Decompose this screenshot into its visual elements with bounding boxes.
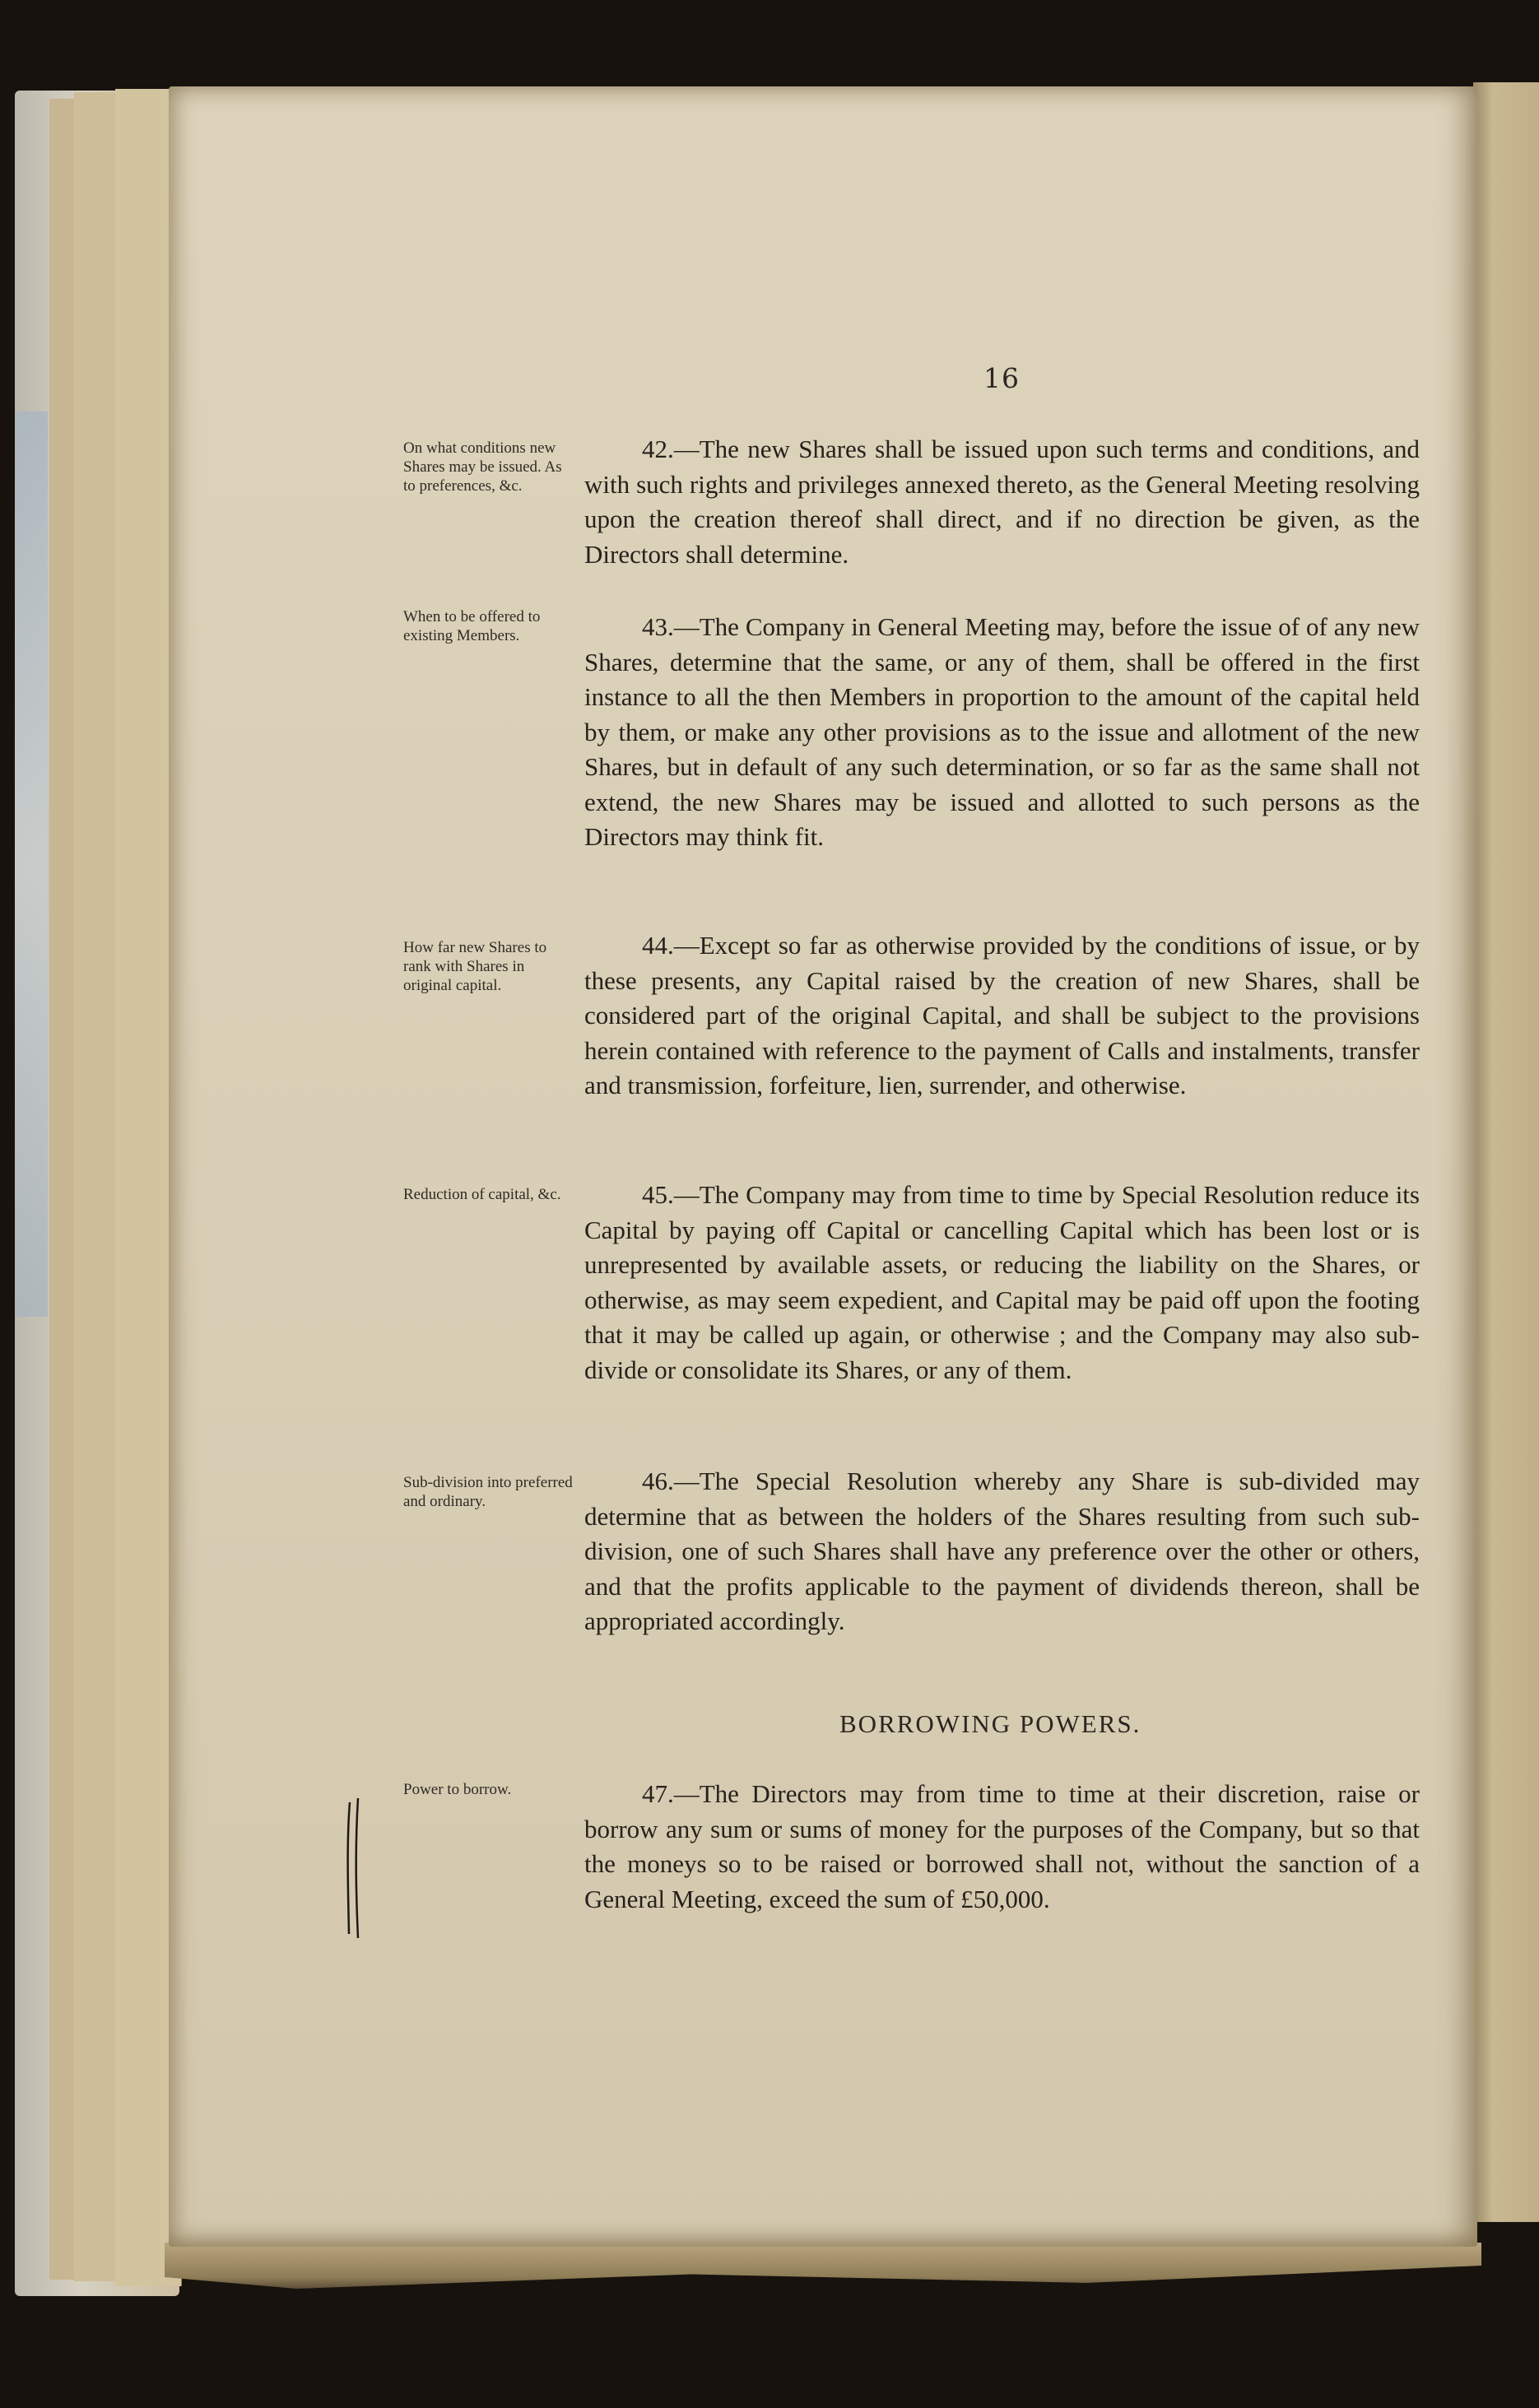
section-heading-borrowing-powers: BORROWING POWERS. — [839, 1709, 1141, 1738]
margin-note-45: Reduction of capital, &c. — [403, 1186, 561, 1203]
margin-note-46: Sub-division into preferred and ordinary. — [403, 1474, 573, 1510]
facing-page-edge — [1473, 82, 1539, 2222]
article-45: 45.—The Company may from time to time by Special Resolution reduce its Capital by paying off Capital or cancelling Capital which has been lost or is unrepresented by available assets, or reducing the liability on the Shares, or otherwise, as may seem expedient, and Capital may be paid off upon the footing that it may be called up again, or otherwise ; and the Company may also sub-divide or consolidate its Shares, or any of them. — [584, 1180, 1420, 1384]
blue-backing-sheet — [15, 411, 48, 1317]
article-47: 47.—The Directors may from time to time at their discretion, raise or borrow any sum or sums of money for the purposes of the Company, but so that the moneys so to be raised or borrowed shall not, without the sanction of a General Meeting, exceed the sum of £50,000. — [584, 1779, 1420, 1913]
page-number: 16 — [983, 362, 1020, 394]
pencil-margin-mark — [342, 1794, 366, 1942]
article-44: 44.—Except so far as otherwise provided by the conditions of issue, or by these presents, any Capital raised by the creation of new Shares, shall be considered part of the original Capital, and shall be subject to the provisions herein contained with reference to the payment of Calls and instalments, transfer and transmission, forfeiture, lien, surrender, and otherwise. — [584, 931, 1420, 1099]
margin-note-43: When to be offered to existing Members. — [403, 608, 541, 644]
margin-note-42: On what conditions new Shares may be issued. As to preferences, &c. — [403, 439, 562, 495]
margin-note-47: Power to borrow. — [403, 1781, 512, 1798]
article-42: 42.—The new Shares shall be issued upon such terms and conditions, and with such rights and privileges annexed thereto, as the General Meeting resolving upon the creation thereof shall direct, and if no direction be given, as the Directors shall determine. — [584, 435, 1420, 569]
page-bottom-edge — [165, 2243, 1481, 2300]
article-46: 46.—The Special Resolution whereby any Share is sub-divided may determine that as between the holders of the Shares resulting from such sub-division, one of such Shares shall have any preference over the other or others, and that the profits applicable to the payment of dividends thereon, shall be appropriated accordingly. — [584, 1467, 1420, 1635]
article-43: 43.—The Company in General Meeting may, before the issue of of any new Shares, determine that the same, or any of them, shall be offered in the first instance to all the then Members in proportion to the amount of the capital held by them, or make any other provisions as to the issue and allotment of the new Shares, but in default of any such determination, or so far as the same shall not extend, the new Shares may be issued and allotted to such persons as the Directors may think fit. — [584, 612, 1420, 851]
margin-note-44: How far new Shares to rank with Shares in original capital. — [403, 939, 547, 994]
